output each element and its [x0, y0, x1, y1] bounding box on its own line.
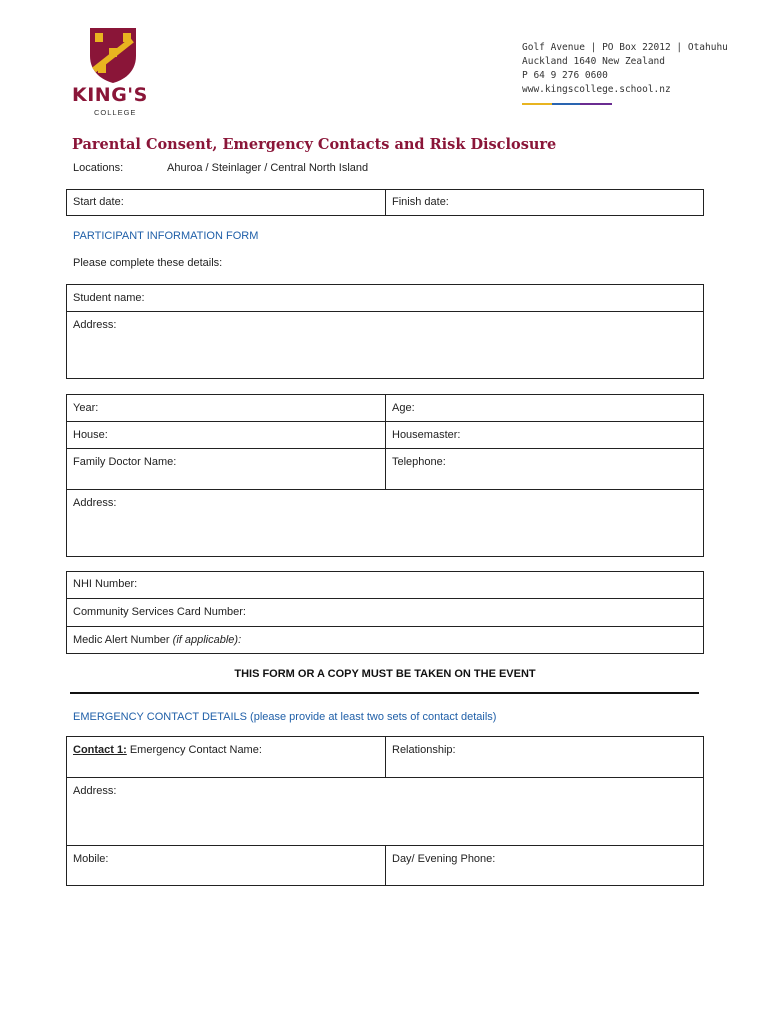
accent-bar-purple: [580, 103, 612, 105]
divider: [66, 598, 704, 599]
divider: [66, 489, 704, 490]
phone-line: P 64 9 276 0600: [522, 70, 608, 81]
telephone-field[interactable]: Telephone:: [392, 456, 446, 468]
logo-wordmark: KING'S: [72, 84, 148, 106]
housemaster-field[interactable]: Housemaster:: [392, 429, 461, 441]
divider: [66, 626, 704, 627]
instruction-text: Please complete these details:: [73, 257, 223, 269]
notice-text: THIS FORM OR A COPY MUST BE TAKEN ON THE EVENT: [234, 668, 536, 680]
divider: [385, 189, 386, 216]
student-box: [66, 284, 704, 379]
finish-date-field[interactable]: Finish date:: [392, 196, 449, 208]
emergency-address-field[interactable]: Address:: [73, 785, 117, 797]
accent-bar-gold: [522, 103, 552, 105]
medic-alert-field[interactable]: [73, 634, 241, 646]
relationship-field[interactable]: Relationship:: [392, 744, 456, 756]
nhi-field[interactable]: NHI Number:: [73, 578, 138, 590]
student-name-field[interactable]: Student name:: [73, 292, 145, 304]
mobile-field[interactable]: Mobile:: [73, 853, 109, 865]
locations-label: Locations:: [73, 162, 124, 174]
emergency-name-field[interactable]: [73, 744, 262, 756]
year-field[interactable]: Year:: [73, 402, 99, 414]
address-line-1: Golf Avenue | PO Box 22012 | Otahuhu: [522, 42, 728, 53]
divider: [66, 311, 704, 312]
doctor-name-field[interactable]: Family Doctor Name:: [73, 456, 177, 468]
form-title: Parental Consent, Emergency Contacts and Risk Disclosure: [72, 136, 557, 153]
college-crest-icon: [88, 26, 138, 84]
divider: [66, 777, 704, 778]
medic-alert-label: Medic Alert Number: [73, 634, 170, 646]
website-line: www.kingscollege.school.nz: [522, 84, 671, 95]
house-field[interactable]: House:: [73, 429, 108, 441]
doctor-address-field[interactable]: Address:: [73, 497, 117, 509]
day-evening-phone-field[interactable]: Day/ Evening Phone:: [392, 853, 496, 865]
community-card-field[interactable]: Community Services Card Number:: [73, 606, 246, 618]
medic-alert-note: (if applicable):: [172, 634, 242, 646]
start-date-field[interactable]: Start date:: [73, 196, 124, 208]
participant-heading: PARTICIPANT INFORMATION FORM: [73, 230, 259, 242]
contact-name-label: Emergency Contact Name:: [129, 744, 262, 756]
locations-value: Ahuroa / Steinlager / Central North Island: [167, 162, 369, 174]
address-line-2: Auckland 1640 New Zealand: [522, 56, 665, 67]
age-field[interactable]: Age:: [392, 402, 415, 414]
divider: [385, 845, 386, 886]
accent-bar-blue: [552, 103, 580, 105]
divider: [385, 394, 386, 489]
contact-number-label: Contact 1:: [73, 744, 127, 756]
logo-subtitle: COLLEGE: [94, 108, 137, 117]
divider: [385, 736, 386, 777]
student-address-field[interactable]: Address:: [73, 319, 117, 331]
notice-rule: [70, 692, 699, 694]
emergency-heading: EMERGENCY CONTACT DETAILS (please provide at least two sets of contact details): [73, 711, 497, 723]
